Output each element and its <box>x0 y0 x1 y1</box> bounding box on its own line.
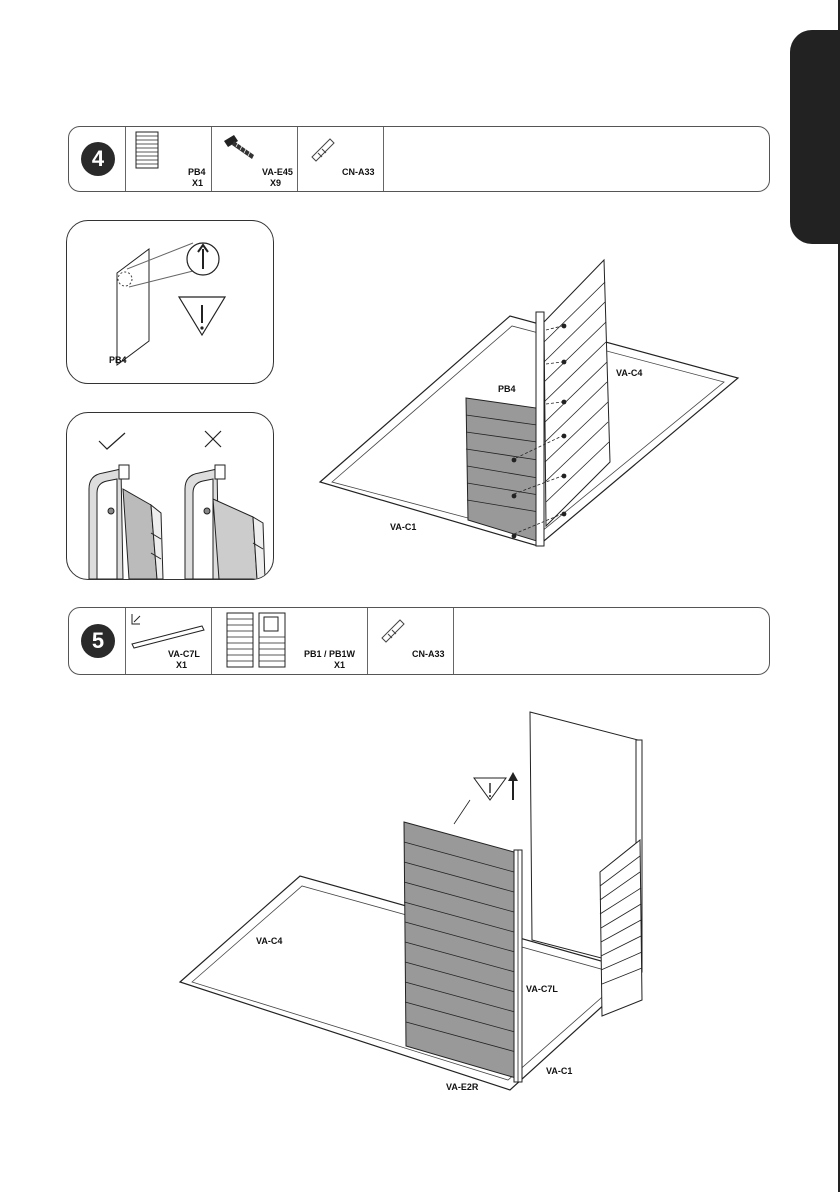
part-qty: X9 <box>270 178 282 188</box>
part-code: PB4 <box>188 167 206 177</box>
part-code: CN-A33 <box>342 167 375 177</box>
step4-number-badge: 4 <box>81 142 115 176</box>
part-code: VA-E45 <box>262 167 293 177</box>
illustration-label-bottom: VA-E2R <box>446 1082 479 1092</box>
section-tab <box>790 30 840 244</box>
part-code: PB1 / PB1W <box>304 649 356 659</box>
step5-part-cn-a33 <box>367 608 454 674</box>
correct-check-icon <box>99 433 125 449</box>
detail-panel-label: PB4 <box>109 355 127 365</box>
illustration-label-side: VA-C4 <box>256 936 283 946</box>
step5-assembly-illustration <box>170 700 670 1110</box>
anchor-icon <box>308 133 342 163</box>
step4-detail-fit-check <box>66 412 274 580</box>
step5-part-pb1 <box>211 608 368 674</box>
part-qty: X1 <box>334 660 346 670</box>
part-code: CN-A33 <box>412 649 445 659</box>
illustration-label-front: VA-C1 <box>546 1066 573 1076</box>
fit-check-diagram <box>67 413 273 579</box>
panel-pair-icon <box>226 612 306 672</box>
profile-bar-icon <box>128 610 212 650</box>
screw-icon <box>220 131 260 165</box>
step5-part-va-c7l <box>125 608 212 674</box>
step5-empty-cell <box>453 608 455 674</box>
step4-parts-bar <box>68 126 770 192</box>
illustration-label-front: VA-C1 <box>390 522 417 532</box>
illustration-label-panel: PB4 <box>498 384 516 394</box>
incorrect-cross-icon <box>205 431 221 447</box>
part-code: VA-C7L <box>168 649 200 659</box>
step4-assembly-illustration <box>310 250 760 560</box>
step4-part-cn-a33 <box>297 127 384 191</box>
anchor-icon <box>378 614 412 644</box>
step4-empty-cell <box>383 127 385 191</box>
orientation-diagram <box>67 221 273 383</box>
illustration-label-profile: VA-C7L <box>526 984 558 994</box>
step4-part-pb4 <box>125 127 212 191</box>
step4-detail-orientation <box>66 220 274 384</box>
illustration-label-side: VA-C4 <box>616 368 643 378</box>
step5-parts-bar <box>68 607 770 675</box>
step4-part-va-e45 <box>211 127 298 191</box>
part-qty: X1 <box>192 178 204 188</box>
panel-icon <box>135 131 165 171</box>
step5-number-badge: 5 <box>81 624 115 658</box>
part-qty: X1 <box>176 660 188 670</box>
